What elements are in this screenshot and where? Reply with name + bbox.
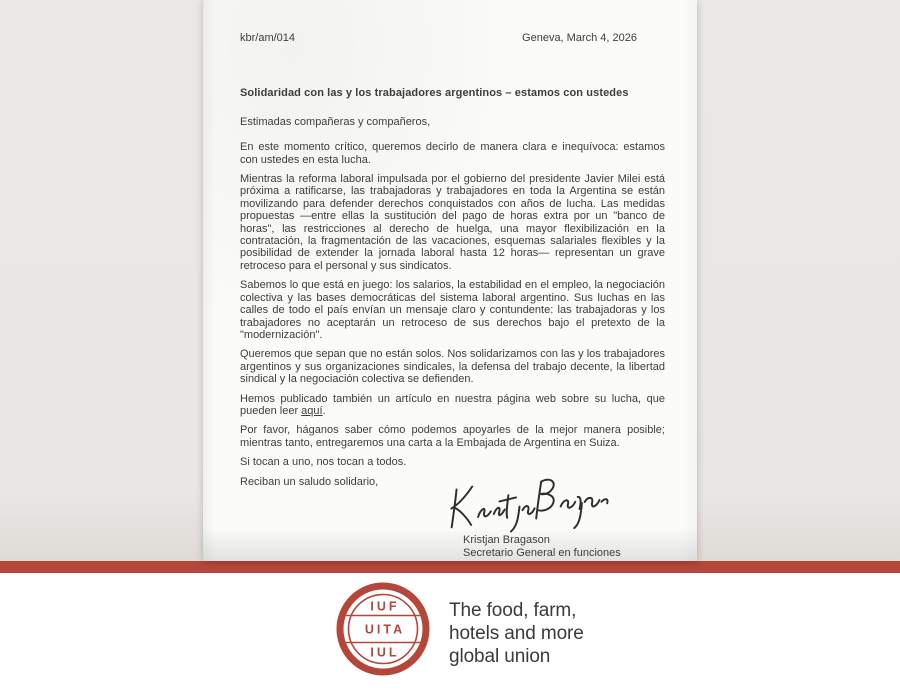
- dateline: Geneva, March 4, 2026: [522, 32, 637, 44]
- tagline-line-2: hotels and more: [449, 623, 584, 644]
- paragraph-intro: En este momento crítico, queremos decirlo de manera clara e inequívoca: estamos con ustedes en esta lucha.: [240, 141, 665, 166]
- paragraph-web-note: [240, 393, 665, 418]
- closing-line: Reciban un saludo solidario,: [240, 475, 379, 488]
- paragraph-request: Por favor, háganos saber cómo podemos apoyarles de la mejor manera posible; mientras tanto, entregaremos una carta a la Embajada de Argentina en Suiza.: [240, 424, 665, 449]
- tagline-line-3: global union: [449, 646, 551, 667]
- web-note-period: .: [322, 404, 326, 417]
- logo-row-iuf: IUF: [370, 599, 400, 614]
- signature-graphic: [443, 478, 665, 536]
- reference-number: kbr/am/014: [240, 32, 296, 44]
- paragraph-solidarity: Queremos que sepan que no están solos. Nos solidarizamos con las y los trabajadores argentinos y sus organizaciones sindicales, la defensa del trabajo decente, la libertad sindical y la negociación colectiva se defienden.: [240, 348, 665, 386]
- paragraph-reform: Mientras la reforma laboral impulsada por el gobierno del presidente Javier Milei está próxima a ratificarse, las trabajadoras y trabajadores en toda la Argentina se están movilizando para defender derechos conquistados con años de lucha. Las medidas propuestas —entre ellas la sustitución del pago de horas extra por un "banco de horas", las restricciones al derecho de huelga, una mayor flexibilización en la contratación, la fragmentación de las vacaciones, esquemas salariales flexibles y la posibilidad de extender la jornada laboral hasta 12 horas— representan un grave retroceso para el personal y sus sindicatos.: [240, 173, 665, 272]
- union-tagline: [449, 599, 584, 668]
- salutation: Estimadas compañeras y compañeros,: [240, 115, 431, 128]
- subject-line: Solidaridad con las y los trabajadores argentinos – estamos con ustedes: [240, 87, 629, 100]
- letter-header-row: [240, 32, 665, 44]
- logo-row-iul: IUL: [370, 645, 400, 660]
- web-note-text: Hemos publicado también un artículo en nuestra página web sobre su lucha, que pueden leer: [240, 392, 665, 417]
- paragraph-stakes: Sabemos lo que está en juego: los salarios, la estabilidad en el empleo, la negociación colectiva y las bases democráticas del sistema laboral argentino. Sus luchas en las calles de todo el país envían un mensaje claro y contundente: las trabajadoras y los trabajadores no aceptarán un retroceso de sus derechos bajo el pretexto de la "modernización".: [240, 279, 665, 341]
- logo-row-uita: UITA: [364, 622, 406, 637]
- iuf-logo-icon: [336, 582, 430, 676]
- tagline-line-1: The food, farm,: [449, 600, 577, 621]
- signer-title: Secretario General en funciones: [463, 546, 621, 559]
- signer-name: Kristjan Bragason: [463, 533, 550, 546]
- slogan-line: Si tocan a uno, nos tocan a todos.: [240, 456, 407, 469]
- red-divider-bar: [0, 561, 900, 573]
- article-link[interactable]: aquí: [301, 404, 323, 417]
- letter-page: [203, 0, 697, 561]
